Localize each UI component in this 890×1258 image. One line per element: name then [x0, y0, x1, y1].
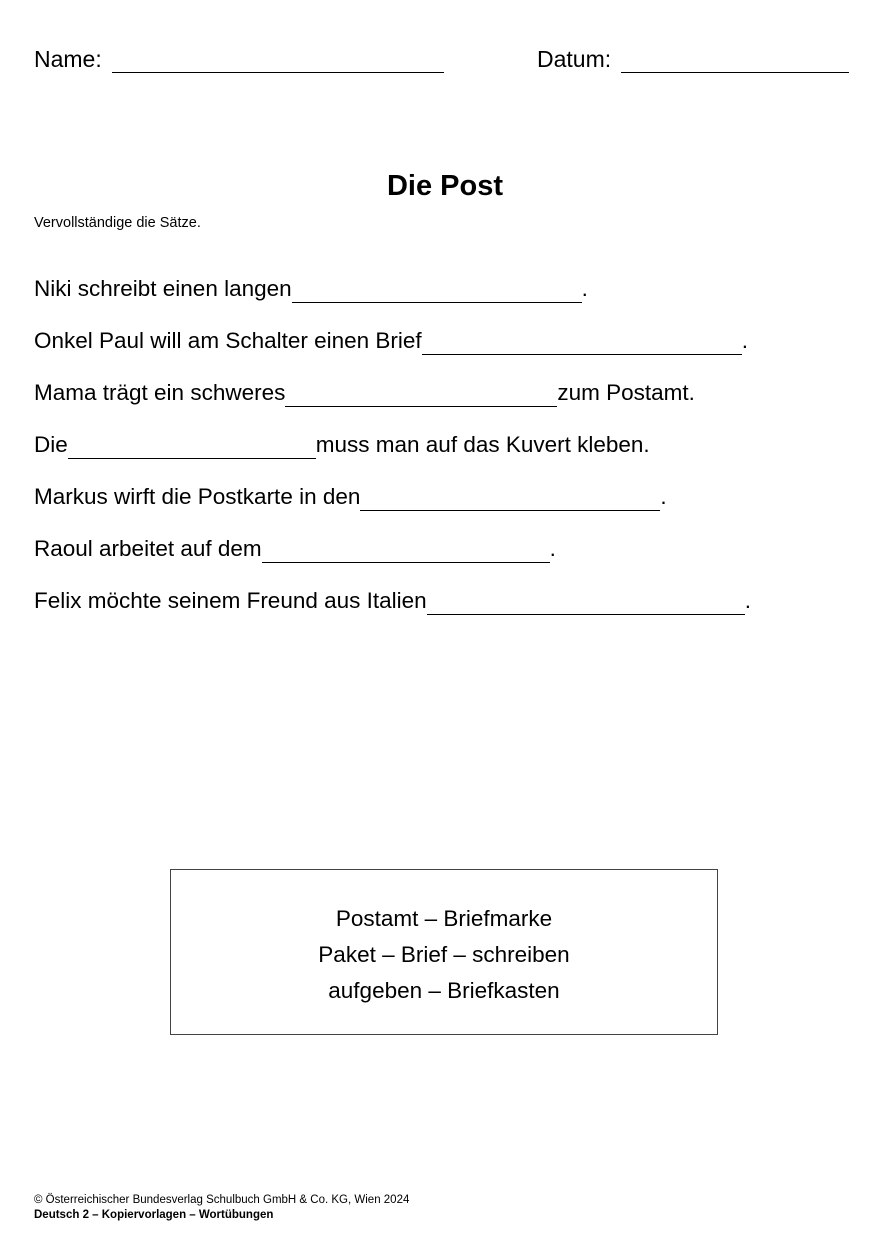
sentence-text-after: . [744, 588, 751, 613]
word-bank-line: Paket – Brief – schreiben [318, 942, 570, 967]
date-line[interactable] [621, 46, 849, 73]
blank-line[interactable] [68, 432, 316, 459]
footer-series: Deutsch 2 – Kopiervorlagen – Wortübungen [34, 1209, 274, 1221]
word-bank-box [170, 869, 718, 1035]
sentence-text-after: . [549, 536, 556, 561]
page-title: Die Post [386, 170, 504, 202]
sentence-text-after: . [660, 484, 667, 509]
sentence-2 [34, 328, 864, 380]
date-field[interactable] [537, 46, 849, 73]
blank-line[interactable] [422, 328, 742, 355]
blank-line[interactable] [427, 588, 745, 615]
header-row [34, 46, 856, 82]
blank-line[interactable] [262, 536, 550, 563]
name-label: Name: [34, 46, 102, 72]
name-field[interactable] [34, 46, 444, 73]
sentence-text-before: Markus wirft die Postkarte in den [34, 484, 361, 509]
sentence-7 [34, 588, 864, 640]
blank-line[interactable] [285, 380, 557, 407]
sentence-text-after: zum Postamt. [557, 380, 695, 405]
instruction-text: Vervollständige die Sätze. [34, 215, 201, 231]
word-bank-line: Postamt – Briefmarke [335, 906, 553, 931]
sentence-text-before: Onkel Paul will am Schalter einen Brief [34, 328, 422, 353]
sentence-list [34, 276, 864, 640]
sentence-1 [34, 276, 864, 328]
footer-copyright: © Österreichischer Bundesverlag Schulbuch GmbH & Co. KG, Wien 2024 [34, 1194, 410, 1206]
name-line[interactable] [112, 46, 444, 73]
sentence-text-before: Niki schreibt einen langen [34, 276, 292, 301]
sentence-text-before: Mama trägt ein schweres [34, 380, 286, 405]
sentence-text-after: . [741, 328, 748, 353]
sentence-text-before: Die [34, 432, 68, 457]
sentence-text-after: . [581, 276, 588, 301]
sentence-4 [34, 432, 864, 484]
date-label: Datum: [537, 46, 612, 72]
sentence-text-before: Felix möchte seinem Freund aus Italien [34, 588, 427, 613]
sentence-6 [34, 536, 864, 588]
sentence-text-before: Raoul arbeitet auf dem [34, 536, 262, 561]
footer [34, 1193, 409, 1223]
blank-line[interactable] [360, 484, 660, 511]
blank-line[interactable] [292, 276, 582, 303]
sentence-text-after: muss man auf das Kuvert kleben. [315, 432, 650, 457]
sentence-5 [34, 484, 864, 536]
sentence-3 [34, 380, 864, 432]
word-bank-line: aufgeben – Briefkasten [328, 978, 560, 1003]
